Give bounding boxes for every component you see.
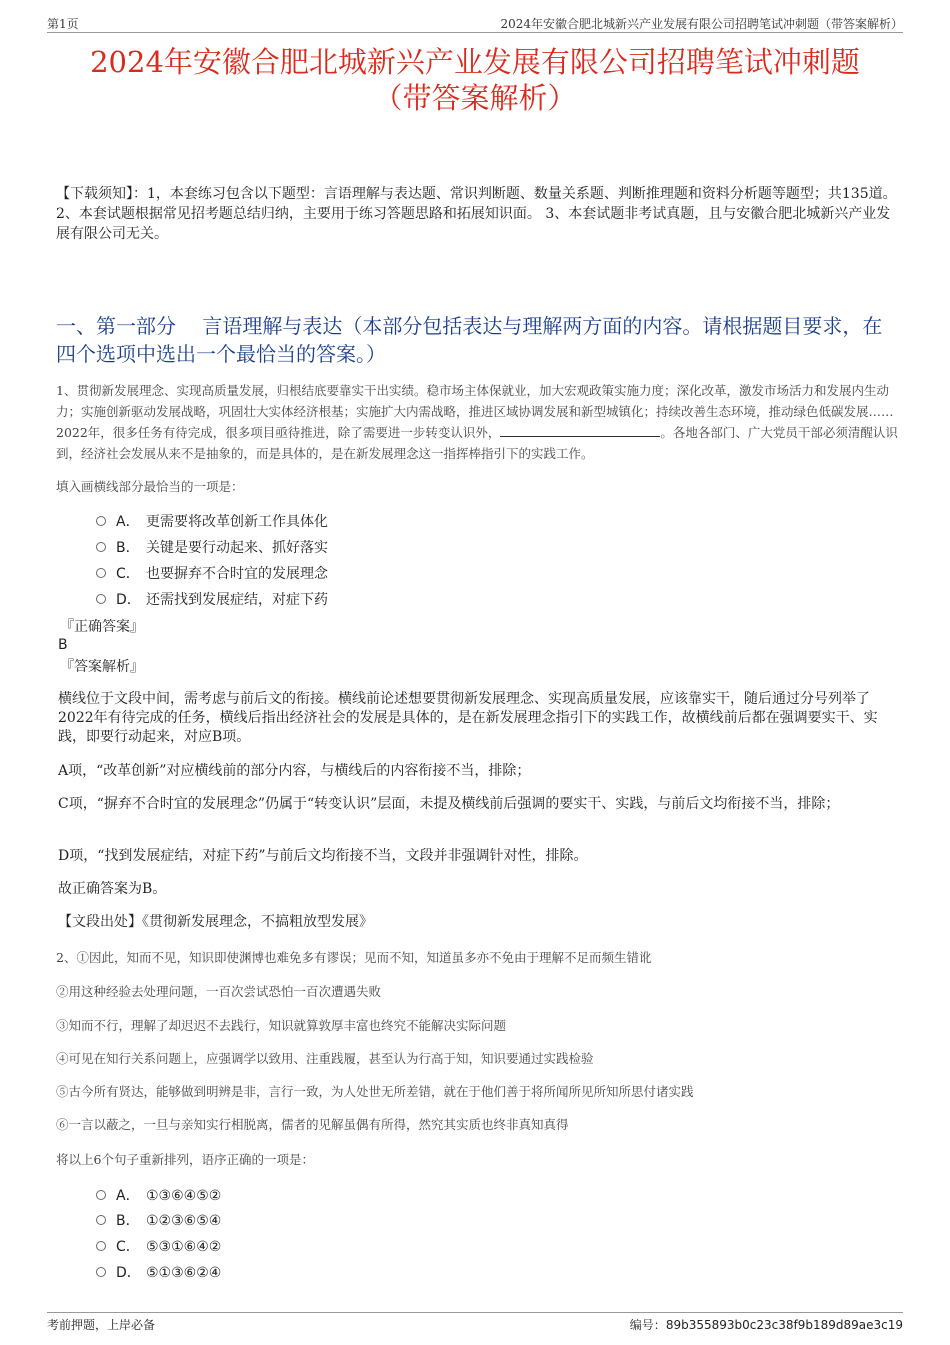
q1-prompt: 填入画横线部分最恰当的一项是： (56, 479, 244, 494)
q2-sentence-2: ②用这种经验去处理问题，一百次尝试恐怕一百次遭遇失败 (56, 984, 382, 999)
q1-stem-part-b: 。各地各部门、广大党员干部必须清醒认识到，经济社会发展从来不是抽象的，而是具体的，是在新发展理念这一指挥棒指引下的实践工作。 (56, 425, 898, 461)
radio-icon[interactable] (96, 1267, 106, 1277)
q2-prompt: 将以上6个句子重新排列，语序正确的一项是： (56, 1152, 314, 1167)
analysis-label: 『答案解析』 (60, 659, 144, 675)
radio-icon[interactable] (96, 1215, 106, 1225)
radio-icon[interactable] (96, 516, 106, 526)
question-1-stem (56, 380, 898, 464)
footer-slogan: 考前押题，上岸必备 (47, 1318, 156, 1332)
page-header (47, 12, 903, 33)
q2-sentence-3: ③知而不行，理解了却迟迟不去践行，知识就算敦厚丰富也终究不能解决实际问题 (56, 1018, 507, 1033)
radio-icon[interactable] (96, 568, 106, 578)
q1-option-b[interactable]: B． 关键是要行动起来、抓好落实 (96, 539, 328, 557)
q1-option-a[interactable]: A． 更需要将改革创新工作具体化 (96, 513, 328, 531)
q2-option-d[interactable]: D． ⑤①③⑥②④ (96, 1264, 221, 1282)
q2-sentence-4: ④可见在知行关系问题上，应强调学以致用、注重践履，甚至认为行高于知，知识要通过实践检验 (56, 1051, 594, 1066)
page-footer (47, 1312, 903, 1332)
footer-code: 编号：89b355893b0c23c38f9b189d89ae3c19 (629, 1318, 903, 1332)
q1-stem-part-a: 1、贯彻新发展理念、实现高质量发展，归根结底要靠实干出实绩。稳市场主体保就业，加大宏观政策实施力度；深化改革，激发市场活力和发展内生动力；实施创新驱动发展战略，巩固壮大实体经济根基；实施扩大内需战略，推进区域协调发展和新型城镇化；持续改善生态环境，推动绿色低碳发展……2022年，很多任务有待完成，很多项目亟待推进，除了需要进一步转变认识外， (56, 383, 894, 440)
q2-sentence-5: ⑤古今所有贤达，能够做到明辨是非，言行一致，为人处世无所差错，就在于他们善于将所闻所见所知所思付诸实践 (56, 1084, 694, 1099)
q1-fill-blank (500, 424, 660, 437)
q2-option-c[interactable]: C． ⑤③①⑥④② (96, 1238, 221, 1256)
analysis-paragraph-2: A项，“改革创新”对应横线前的部分内容，与横线后的内容衔接不当，排除； (58, 763, 531, 779)
q2-sentence-6: ⑥一言以蔽之，一旦与亲知实行相脱离，儒者的见解虽偶有所得，然究其实质也终非真知真得 (56, 1117, 569, 1132)
analysis-source: 【文段出处】《贯彻新发展理念，不搞粗放型发展》 (58, 914, 373, 930)
q2-option-a[interactable]: A． ①③⑥④⑤② (96, 1187, 221, 1205)
q1-option-d[interactable]: D． 还需找到发展症结，对症下药 (96, 591, 328, 609)
radio-icon[interactable] (96, 1190, 106, 1200)
radio-icon[interactable] (96, 594, 106, 604)
answer-value: B (58, 637, 68, 653)
download-notice: 【下载须知】：1，本套练习包含以下题型：言语理解与表达题、常识判断题、数量关系题、判断推理题和资料分析题等题型；共135道。 2、本套试题根据常见招考题总结归纳，主要用于练习答题思路和拓展知识面。 3、本套试题非考试真题，且与安徽合肥北城新兴产业发展有限公司无关。 (56, 186, 897, 242)
section-heading: 一、第一部分 言语理解与表达（本部分包括表达与理解两方面的内容。请根据题目要求，在四个选项中选出一个最恰当的答案。） (56, 314, 883, 366)
analysis-paragraph-4: D项，“找到发展症结，对症下药”与前后文均衔接不当，文段并非强调针对性，排除。 (58, 848, 588, 864)
radio-icon[interactable] (96, 542, 106, 552)
title-line-1: 2024年安徽合肥北城新兴产业发展有限公司招聘笔试冲刺题 (90, 45, 860, 79)
q1-option-c[interactable]: C． 也要摒弃不合时宜的发展理念 (96, 565, 328, 583)
q2-sentence-1: 2、①因此，知而不见，知识即使渊博也难免多有谬误；见而不知，知道虽多亦不免由于理解不足而频生错讹 (56, 950, 652, 965)
title-line-2: （带答案解析） (373, 81, 577, 115)
header-doc-title: 2024年安徽合肥北城新兴产业发展有限公司招聘笔试冲刺题（带答案解析） (500, 17, 903, 31)
q2-option-b[interactable]: B． ①②③⑥⑤④ (96, 1212, 221, 1230)
document-title (40, 44, 910, 116)
radio-icon[interactable] (96, 1241, 106, 1251)
analysis-paragraph-3: C项，“摒弃不合时宜的发展理念”仍属于“转变认识”层面，未提及横线前后强调的要实干、实践，与前后文均衔接不当，排除； (58, 796, 840, 812)
page-number: 第1页 (47, 17, 79, 31)
answer-label: 『正确答案』 (60, 619, 144, 635)
analysis-conclusion: 故正确答案为B。 (58, 881, 167, 897)
analysis-paragraph-1: 横线位于文段中间，需考虑与前后文的衔接。横线前论述想要贯彻新发展理念、实现高质量发展，应该靠实干，随后通过分号列举了2022年有待完成的任务，横线后指出经济社会的发展是具体的，是在新发展理念指引下的实践工作，故横线前后都在强调要实干、实践，即要行动起来，对应B项。 (58, 691, 878, 745)
